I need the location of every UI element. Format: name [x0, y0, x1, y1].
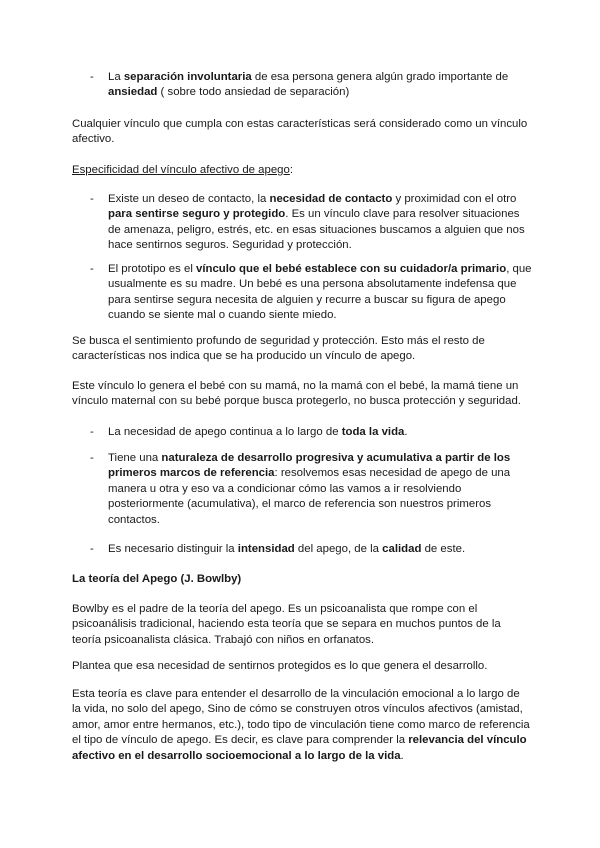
bullet-text: El prototipo es el vínculo que el bebé establece con su cuidador/a primario, que usualmente es su madre. Un bebé es una persona absolutamente indefensa que para sentirse segura necesita de alguien y recurre a buscar su figura de apego cuando se siente mal o cuando siente miedo.: [108, 263, 532, 322]
bullet-dash: -: [90, 193, 94, 205]
bullet-text: Existe un deseo de contacto, la necesidad de contacto y proximidad con el otro para sentirse seguro y protegido. Es un vínculo clave para resolver situaciones de amenaza, peligro, estrés, etc. en esas situaciones buscamos a alguien que nos hace sentirnos seguros. Seguridad y protección.: [108, 193, 525, 252]
bullet-text: La necesidad de apego continua a lo largo de toda la vida.: [108, 426, 408, 438]
bullet-progressive: [90, 451, 535, 528]
paragraph-development: Plantea que esa necesidad de sentirnos protegidos es lo que genera el desarrollo.: [72, 660, 488, 672]
bullet-dash: -: [90, 543, 94, 555]
subheading-specificity: Especificidad del vínculo afectivo de apego:: [72, 164, 294, 176]
bullet-lifelong: [90, 425, 535, 440]
bullet-prototype: [90, 262, 535, 324]
bullet-dash: -: [90, 263, 94, 275]
bullet-dash: -: [90, 426, 94, 438]
paragraph-security-feeling: Se busca el sentimiento profundo de seguridad y protección. Esto más el resto de características nos indica que se ha producido un vínculo de apego.: [72, 335, 485, 363]
bullet-text: La separación involuntaria de esa persona genera algún grado importante de ansiedad ( sobre todo ansiedad de separación): [108, 71, 509, 99]
bullet-separation: [90, 70, 535, 101]
section-heading: La teoría del Apego (J. Bowlby): [72, 573, 242, 585]
paragraph-baby-bond: Este vínculo lo genera el bebé con su mamá, no la mamá con el bebé, la mamá tiene un vínculo maternal con su bebé porque busca protegerlo, no busca protección y seguridad.: [72, 380, 521, 408]
paragraph-any-bond: Cualquier vínculo que cumpla con estas características será considerado como un vínculo afectivo.: [72, 118, 528, 146]
bullet-intensity: [90, 542, 535, 557]
bullet-contact: [90, 192, 535, 254]
bullet-text: Es necesario distinguir la intensidad del apego, de la calidad de este.: [108, 543, 466, 555]
bullet-dash: -: [90, 452, 94, 464]
paragraph-theory-key: Esta teoría es clave para entender el desarrollo de la vinculación emocional a lo largo de la vida, no solo del apego, Sino de cómo se construyen otros vínculos afectivos (amistad, amor, amor entre hermanos, etc.), todo tipo de vinculación tiene como marco de referencia el tipo de vínculo de apego. Es decir, es clave para comprender la relevancia del vínculo afectivo en el desarrollo socioemocional a lo largo de la vida.: [72, 688, 530, 762]
bullet-dash: -: [90, 71, 94, 83]
bullet-text: Tiene una naturaleza de desarrollo progresiva y acumulativa a partir de los primeros marcos de referencia: resolvemos esas necesidad de apego de una manera u otra y eso va a condicionar cómo las vamos a ir resolviendo posteriormente (acumulativa), el marco de referencia son nuestros primeros contactos.: [108, 452, 511, 526]
paragraph-bowlby: Bowlby es el padre de la teoría del apego. Es un psicoanalista que rompe con el psicoanálisis tradicional, haciendo esta teoría que se separa en muchos puntos de la teoría psicoanalista clásica. Trabajó con niños en orfanatos.: [72, 603, 501, 646]
